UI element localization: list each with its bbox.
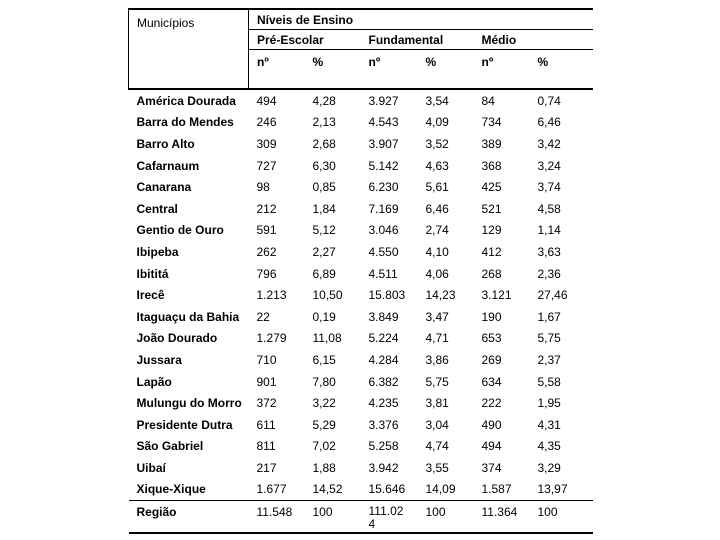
value-cell: 3,24 (537, 158, 561, 173)
value-cell: 3.046 (368, 223, 399, 238)
table-row (129, 198, 593, 220)
percent-header: % (418, 50, 474, 90)
municipality-name: Gentio de Ouro (136, 223, 224, 238)
value-cell: 710 (256, 352, 277, 367)
value-cell: 222 (481, 396, 502, 411)
value-cell: 611 (256, 417, 276, 432)
value-cell: 5,75 (425, 374, 449, 389)
municipality-name: João Dourado (136, 331, 218, 346)
table-row (129, 89, 593, 112)
value-cell: 0,85 (312, 180, 336, 195)
municipality-name: São Gabriel (136, 439, 204, 454)
percent-header: % (305, 50, 361, 90)
n-header: nº (361, 50, 418, 90)
value-text: 100 (537, 505, 558, 520)
value-cell: 5.142 (368, 158, 399, 173)
value-cell: 5,75 (537, 331, 561, 346)
value-cell: 389 (481, 136, 502, 151)
table-row (129, 436, 593, 458)
value-cell: 3,63 (537, 244, 561, 259)
table-row (129, 263, 593, 285)
table-row (129, 414, 593, 436)
municipality-name: Presidente Dutra (136, 417, 233, 432)
value-cell: 372 (256, 396, 277, 411)
value-cell: 15.803 (368, 288, 406, 303)
value-cell: 4,09 (425, 115, 449, 130)
value-cell: 3,81 (425, 396, 449, 411)
value-cell (305, 501, 361, 534)
value-text: 100 (312, 505, 333, 520)
municipality-name: Irecê (136, 288, 165, 303)
value-cell: 591 (256, 223, 277, 238)
value-cell: 10,50 (312, 288, 343, 303)
municipality-name: Uibaí (136, 460, 166, 475)
municipality-name: Mulungu do Morro (136, 396, 242, 411)
value-cell: 901 (256, 374, 277, 389)
value-cell: 217 (256, 460, 277, 475)
value-cell: 2,37 (537, 352, 561, 367)
value-cell: 4.284 (368, 352, 399, 367)
value-cell: 129 (481, 223, 502, 238)
table-body (129, 89, 593, 533)
table-row (129, 371, 593, 393)
table-row (129, 457, 593, 479)
table-row (129, 284, 593, 306)
municipality-name: Cafarnaum (136, 158, 200, 173)
value-cell (418, 501, 474, 534)
value-cell: 0,74 (537, 93, 561, 108)
municipality-name: Barra do Mendes (136, 115, 234, 130)
table-row (129, 133, 593, 155)
value-cell: 7.169 (368, 201, 399, 216)
value-cell: 6,46 (425, 201, 449, 216)
municipality-name: Xique-Xique (136, 482, 206, 497)
value-text: 111.024 (368, 504, 404, 532)
value-cell: 268 (481, 266, 502, 281)
value-cell: 0,19 (312, 309, 336, 324)
value-cell: 14,23 (425, 288, 456, 303)
value-cell: 374 (481, 460, 502, 475)
table-row (129, 112, 593, 134)
value-cell: 4,06 (425, 266, 449, 281)
value-cell: 5.258 (368, 439, 399, 454)
value-cell: 84 (481, 93, 495, 108)
value-cell: 13,97 (537, 482, 568, 497)
value-cell: 6,89 (312, 266, 336, 281)
value-cell: 3,22 (312, 396, 336, 411)
table-row (129, 349, 593, 371)
value-cell: 7,02 (312, 439, 336, 454)
table-row (129, 392, 593, 414)
table-row (129, 155, 593, 177)
value-cell: 6.230 (368, 180, 399, 195)
value-cell: 14,52 (312, 482, 343, 497)
value-cell: 494 (256, 93, 277, 108)
value-cell: 3,04 (425, 417, 449, 432)
value-cell: 3,42 (537, 136, 561, 151)
value-cell (361, 501, 418, 534)
value-cell: 3.121 (481, 288, 512, 303)
value-cell: 2,74 (425, 223, 449, 238)
value-cell: 4,10 (425, 244, 449, 259)
medio-header: Médio (474, 30, 593, 50)
value-cell: 3,54 (425, 93, 449, 108)
value-cell: 653 (481, 331, 502, 346)
value-cell: 6,15 (312, 352, 336, 367)
n-header: nº (249, 50, 305, 90)
value-cell: 425 (481, 180, 502, 195)
value-cell: 14,09 (425, 482, 456, 497)
education-levels-table (128, 8, 593, 534)
value-cell: 1,88 (312, 460, 336, 475)
value-cell: 2,13 (312, 115, 336, 130)
municipios-column-header: Municípios (129, 9, 249, 89)
percent-header: % (530, 50, 593, 90)
value-cell: 269 (481, 352, 502, 367)
value-cell: 1.587 (481, 482, 512, 497)
value-cell: 3,29 (537, 460, 561, 475)
value-cell (474, 501, 530, 534)
value-cell: 4,58 (537, 201, 561, 216)
table-row (129, 176, 593, 198)
header-row-group (129, 9, 593, 30)
municipality-name: Jussara (136, 352, 182, 367)
value-cell: 15.646 (368, 482, 406, 497)
value-cell: 4,35 (537, 439, 561, 454)
municipality-name: Barro Alto (136, 136, 195, 151)
value-cell: 490 (481, 417, 502, 432)
value-cell: 6,46 (537, 115, 561, 130)
value-cell: 309 (256, 136, 277, 151)
value-text: 11.548 (256, 505, 293, 520)
municipality-name: Lapão (136, 374, 172, 389)
value-cell: 2,68 (312, 136, 336, 151)
value-text: 11.364 (481, 505, 518, 520)
table-row (129, 241, 593, 263)
value-cell: 3,47 (425, 309, 449, 324)
value-cell: 1,95 (537, 396, 561, 411)
pre-escolar-header: Pré-Escolar (249, 30, 361, 50)
value-cell: 4,63 (425, 158, 449, 173)
value-cell: 727 (256, 158, 277, 173)
region-label: Região (129, 501, 249, 534)
value-cell: 262 (256, 244, 277, 259)
municipality-name: Ibititá (136, 266, 169, 281)
value-cell: 368 (481, 158, 502, 173)
value-cell: 190 (481, 309, 502, 324)
region-total-row (129, 501, 593, 534)
value-cell: 3.376 (368, 417, 399, 432)
value-cell: 1,14 (537, 223, 561, 238)
table-row (129, 479, 593, 501)
value-cell: 4.550 (368, 244, 399, 259)
value-cell: 212 (256, 201, 277, 216)
value-cell: 246 (256, 115, 277, 130)
municipality-name: Canarana (136, 180, 192, 195)
value-cell: 521 (481, 201, 502, 216)
value-cell: 811 (256, 439, 276, 454)
value-cell: 5,58 (537, 374, 561, 389)
value-cell: 5,12 (312, 223, 336, 238)
municipality-name: Itaguaçu da Bahia (136, 309, 240, 324)
fundamental-header: Fundamental (361, 30, 474, 50)
value-cell: 5,29 (312, 417, 336, 432)
value-cell: 634 (481, 374, 502, 389)
value-cell: 2,36 (537, 266, 561, 281)
municipality-name: Central (136, 201, 178, 216)
value-cell: 3,86 (425, 352, 449, 367)
n-header: nº (474, 50, 530, 90)
value-cell: 27,46 (537, 288, 568, 303)
value-cell: 3.907 (368, 136, 399, 151)
value-cell: 22 (256, 309, 270, 324)
value-cell: 494 (481, 439, 502, 454)
value-cell: 3.927 (368, 93, 399, 108)
value-cell: 1.279 (256, 331, 287, 346)
value-cell: 4,28 (312, 93, 336, 108)
value-cell: 3,52 (425, 136, 449, 151)
value-cell: 3.849 (368, 309, 399, 324)
value-cell: 6,30 (312, 158, 336, 173)
municipality-name: América Dourada (136, 93, 236, 108)
value-cell: 4.543 (368, 115, 399, 130)
value-cell: 734 (481, 115, 502, 130)
value-cell: 412 (481, 244, 502, 259)
value-text: 100 (425, 505, 446, 520)
municipality-name: Ibipeba (136, 244, 179, 259)
value-cell: 6.382 (368, 374, 399, 389)
value-cell (530, 501, 593, 534)
value-cell: 2,27 (312, 244, 336, 259)
value-cell: 4,31 (537, 417, 561, 432)
value-cell: 98 (256, 180, 270, 195)
table-row (129, 220, 593, 242)
value-cell: 796 (256, 266, 277, 281)
value-cell: 11,08 (312, 331, 342, 346)
value-cell: 7,80 (312, 374, 336, 389)
value-cell: 1,67 (537, 309, 561, 324)
value-cell: 4,74 (425, 439, 449, 454)
value-cell: 1.213 (256, 288, 287, 303)
value-cell: 4.511 (368, 266, 398, 281)
table-row (129, 306, 593, 328)
value-cell: 3.942 (368, 460, 399, 475)
value-cell: 3,55 (425, 460, 449, 475)
value-cell: 5.224 (368, 331, 399, 346)
value-cell: 1.677 (256, 482, 287, 497)
value-cell (249, 501, 305, 534)
value-cell: 4,71 (425, 331, 449, 346)
table-row (129, 328, 593, 350)
value-cell: 4.235 (368, 396, 399, 411)
value-cell: 5,61 (425, 180, 449, 195)
niveis-de-ensino-header: Níveis de Ensino (249, 9, 593, 30)
value-cell: 1,84 (312, 201, 336, 216)
value-cell: 3,74 (537, 180, 561, 195)
